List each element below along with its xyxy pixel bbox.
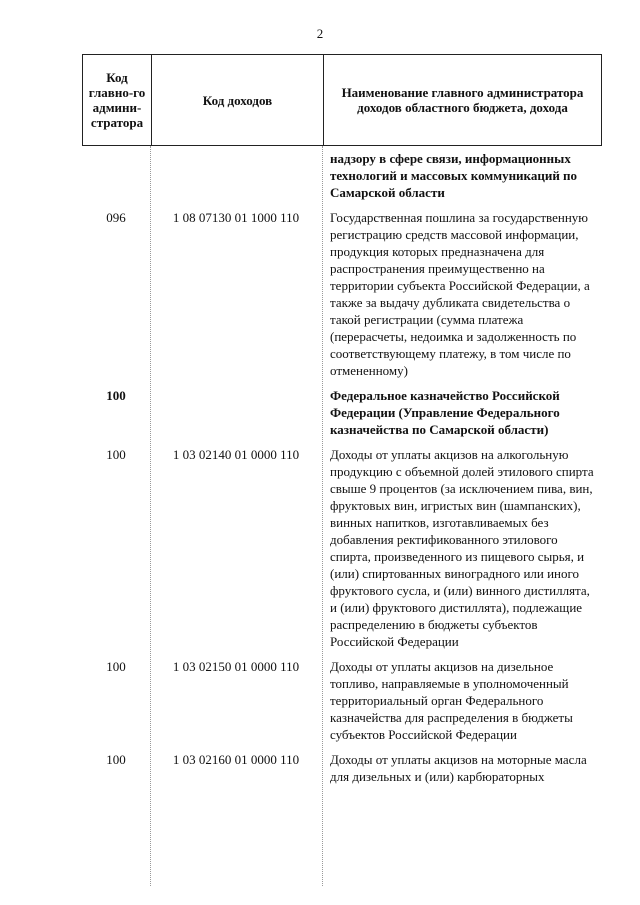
admin-code: 100	[106, 447, 126, 462]
admin-code: 100	[106, 752, 126, 767]
income-name: Доходы от уплаты акцизов на моторные масла для дизельных и (или) карбюраторных	[330, 752, 587, 784]
table-row	[82, 209, 602, 379]
income-name: надзору в сфере связи, информационных технологий и массовых коммуникаций по Самарской области	[330, 151, 578, 200]
table-body	[82, 150, 602, 793]
table-header	[82, 54, 602, 146]
income-code: 1 03 02140 01 0000 110	[172, 447, 300, 462]
header-admin-name: Наименование главного администратора доходов областного бюджета, дохода	[323, 55, 601, 145]
table-row	[82, 751, 602, 785]
table-row	[82, 658, 602, 743]
income-name: Доходы от уплаты акцизов на дизельное топливо, направляемые в уполномоченный территориальный орган Федерального казначейства для распределения в бюджеты субъектов Российской Федерации	[330, 659, 573, 742]
income-code: 1 03 02150 01 0000 110	[172, 659, 300, 674]
income-code: 1 08 07130 01 1000 110	[172, 210, 300, 225]
header-admin-code: Код главно-го админи-стратора	[88, 70, 146, 130]
table-row	[82, 446, 602, 650]
admin-code: 096	[106, 210, 126, 225]
admin-code: 100	[106, 659, 126, 674]
page-number: 2	[316, 26, 324, 41]
header-income-code: Код доходов	[151, 55, 323, 145]
income-name: Доходы от уплаты акцизов на алкогольную продукцию с объемной долей этилового спирта свыше 9 процентов (за исключением пива, вин, фруктовых вин, игристых вин (шампанских), винных напитков, изготавливаемых без добавления ректификованного этилового спирта, произведенного из пищевого сырья, и (или) спиртованных виноградного или иного фруктового сусла, и (или) винного дистиллята, и (или) фруктового дистиллята), подлежащие распределению в бюджеты субъектов Российской Федерации	[330, 447, 594, 649]
table-row	[82, 150, 602, 201]
income-name: Государственная пошлина за государственную регистрацию средств массовой информации, продукция которых предназначена для распространения преимущественно на территории субъекта Российской Федерации, а также за выдачу дубликата свидетельства о такой регистрации (сумма платежа (перерасчеты, недоимка и задолженность по соответствующему платежу, в том числе по отмененному)	[330, 210, 590, 378]
admin-code: 100	[106, 388, 126, 403]
income-code: 1 03 02160 01 0000 110	[172, 752, 300, 767]
table-row	[82, 387, 602, 438]
income-name: Федеральное казначейство Российской Федерации (Управление Федерального казначейства по Самарской области)	[330, 388, 560, 437]
